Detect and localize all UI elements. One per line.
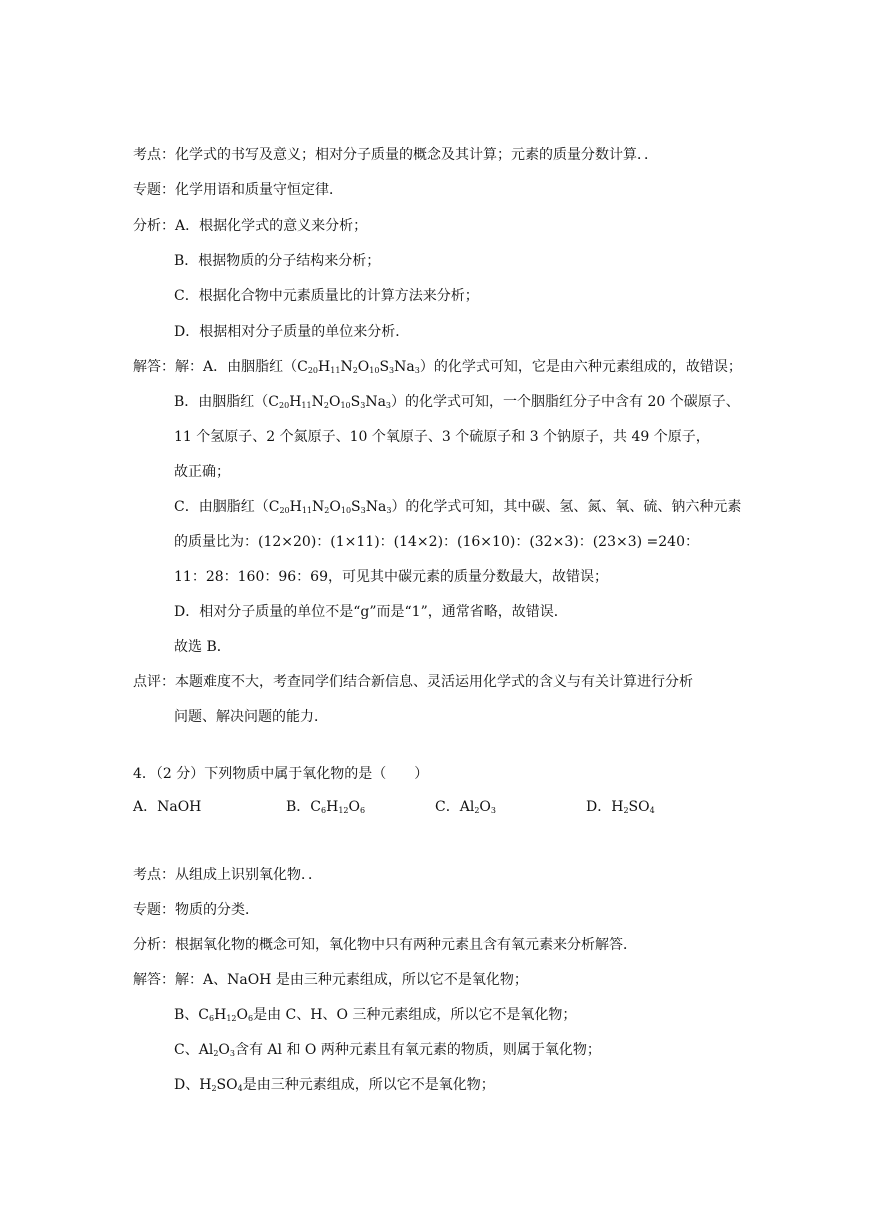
zhuanti-line: 专题：化学用语和质量守恒定律． — [133, 182, 343, 198]
carmine-formula: $C_{20}H_{11}N_2O_{10}S_3Na_3$ — [297, 359, 420, 375]
fenxi-d-line: D．根据相对分子质量的单位来分析． — [174, 324, 410, 340]
zhuanti-line-2: 专题：物质的分类． — [133, 902, 259, 918]
jieda-a-line-2: 解答：解：A、NaOH 是由三种元素组成，所以它不是氧化物； — [133, 972, 528, 988]
fenxi-line: 分析：A．根据化学式的意义来分析； — [133, 218, 368, 234]
fenxi-c-line: C．根据化合物中元素质量比的计算方法来分析； — [174, 288, 479, 304]
jieda-d-line: D．相对分子质量的单位不是“g”而是“1”，通常省略，故错误． — [174, 604, 568, 620]
jieda-a-suffix: ）的化学式可知，它是由六种元素组成的，故错误； — [419, 359, 742, 375]
jieda-a-line — [133, 357, 742, 377]
kaodian-line-2: 考点：从组成上识别氧化物．． — [133, 867, 322, 883]
jieda-b-line-2: B、$C_6H_{12}O_6$是由 C、H、O 三种元素组成，所以它不是氧化物； — [174, 1007, 577, 1023]
option-c: C．$Al_2O_3$ — [435, 799, 496, 815]
option-a: A．NaOH — [133, 799, 202, 815]
question-4-stem: 4．（2 分）下列物质中属于氧化物的是（ ） — [133, 766, 429, 782]
answer-line: 故选 B． — [174, 639, 231, 655]
jieda-b-line: B．由胭脂红$(C_{20}H_{11}N_2O_{10}S_3Na_3)$的化学式可知，一个胭脂红分子中含有 20 个碳原子、 — [174, 394, 740, 410]
option-d: D．$H_2SO_4$ — [586, 799, 655, 815]
fenxi-line-2: 分析：根据氧化物的概念可知，氧化物中只有两种元素且含有氧元素来分析解答． — [133, 937, 637, 953]
option-b: B．$C_6H_{12}O_6$ — [286, 799, 366, 815]
kaodian-line: 考点：化学式的书写及意义；相对分子质量的概念及其计算；元素的质量分数计算．． — [133, 147, 658, 163]
jieda-a-prefix: 解答：解：A．由胭脂红（ — [133, 359, 298, 375]
jieda-c-line-2: C、$Al_2O_3$含有 Al 和 O 两种元素且有氧元素的物质，则属于氧化物； — [174, 1042, 601, 1058]
jieda-c-line2: 的质量比为：(12×20)：(1×11)：(14×2)：(16×10)：(32×3)：(23×3) =240： — [174, 534, 699, 550]
jieda-c-line3: 11：28：160：96：69，可见其中碳元素的质量分数最大，故错误； — [174, 569, 608, 585]
carmine-formula: $C_{20}H_{11}N_2O_{10}S_3Na_3$ — [268, 499, 392, 515]
jieda-b-line2: 11 个氢原子、2 个氮原子、10 个氧原子、3 个硫原子和 3 个钠原子，共 49 个原子， — [174, 429, 710, 445]
fenxi-b-line: B．根据物质的分子结构来分析； — [174, 253, 381, 269]
jieda-b-line3: 故正确； — [174, 464, 230, 480]
dianping-line2: 问题、解决问题的能力． — [174, 709, 328, 725]
jieda-c-line: C．由胭脂红$(C_{20}H_{11}N_2O_{10}S_3Na_3)$的化学式可知，其中碳、氢、氮、氧、硫、钠六种元素 — [174, 499, 742, 515]
dianping-line: 点评：本题难度不大，考查同学们结合新信息、灵活运用化学式的含义与有关计算进行分析 — [133, 674, 693, 690]
carmine-formula: $C_{20}H_{11}N_2O_{10}S_3Na_3$ — [268, 394, 392, 410]
jieda-d-line-2: D、$H_2SO_4$是由三种元素组成，所以它不是氧化物； — [174, 1077, 495, 1093]
